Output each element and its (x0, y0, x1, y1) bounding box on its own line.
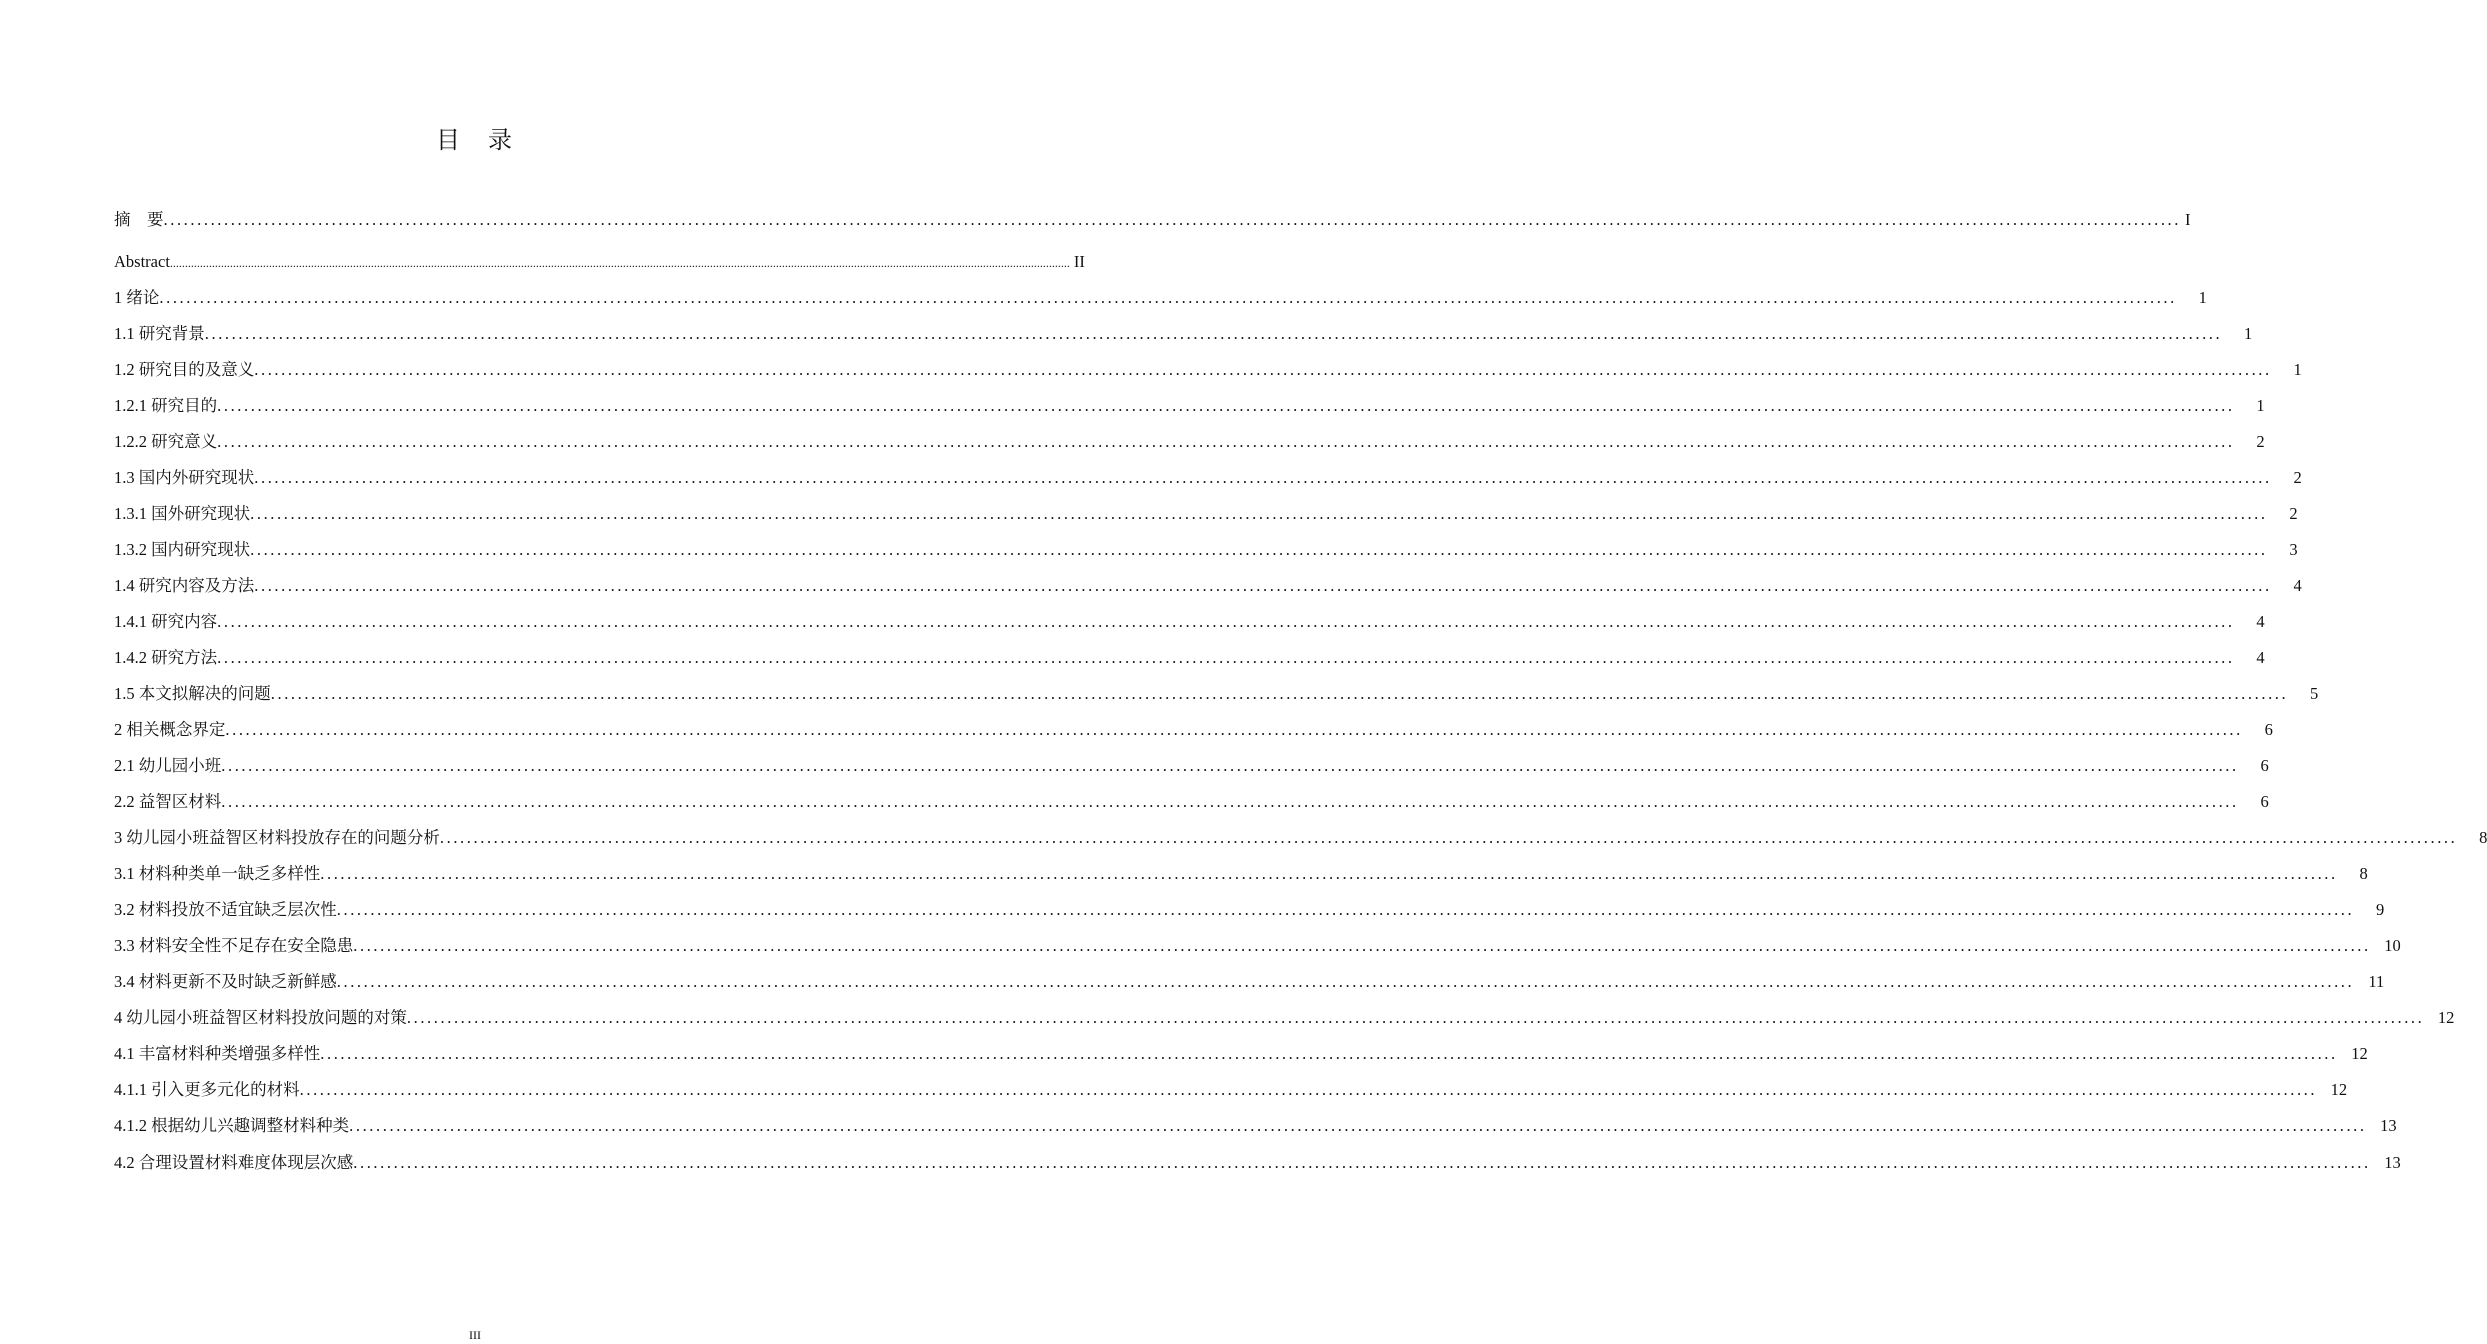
toc-entry[interactable] (114, 210, 2191, 230)
toc-entry-page: 4 (2293, 576, 2302, 595)
toc-entry-label: 1.1 研究背景 (114, 324, 205, 343)
toc-entry-label: 2 相关概念界定 (114, 720, 226, 739)
toc-entry-page: I (2185, 210, 2191, 229)
toc-entry[interactable] (114, 1116, 2397, 1136)
toc-entry-page: 12 (2330, 1080, 2348, 1099)
toc-entry[interactable] (114, 936, 2401, 956)
toc-entry[interactable] (114, 1008, 2455, 1028)
toc-dot-leader: ............................................................................................................................................................................................................................................................................................................ (270, 684, 2289, 703)
toc-entry-label: 1.2 研究目的及意义 (114, 360, 255, 379)
toc-entry[interactable] (114, 252, 1085, 273)
toc-entry-label: 1.3 国内外研究现状 (114, 468, 255, 487)
toc-entry-label: 1.2.1 研究目的 (114, 396, 218, 415)
toc-entry-page: 8 (2359, 864, 2368, 883)
toc-dot-leader: ............................................................................................................................................................................................................................................................................................................ (169, 256, 1070, 270)
toc-entry[interactable] (114, 792, 2269, 812)
toc-dot-leader: ............................................................................................................................................................................................................................................................................................................ (336, 900, 2355, 919)
toc-entry[interactable] (114, 540, 2298, 560)
toc-entry-label: 4.1.1 引入更多元化的材料 (114, 1080, 300, 1099)
toc-entry-page: 4 (2256, 612, 2265, 631)
toc-dot-leader: ............................................................................................................................................................................................................................................................................................................ (217, 396, 2235, 415)
toc-entry-page: 8 (2479, 828, 2487, 847)
toc-entry-label: 3.1 材料种类单一缺乏多样性 (114, 864, 321, 883)
toc-entry-label: 1.3.2 国内研究现状 (114, 540, 251, 559)
toc-entry[interactable] (114, 396, 2265, 416)
toc-title-left: 目 (436, 126, 462, 154)
toc-entry-label: 4 幼儿园小班益智区材料投放问题的对策 (114, 1008, 407, 1027)
toc-entry[interactable] (114, 684, 2319, 704)
toc-entry-page: 3 (2289, 540, 2298, 559)
toc-entry-page: 1 (2256, 396, 2265, 415)
toc-entry-page: 2 (2256, 432, 2265, 451)
toc-dot-leader: ............................................................................................................................................................................................................................................................................................................ (225, 720, 2243, 739)
toc-dot-leader: ............................................................................................................................................................................................................................................................................................................ (349, 1116, 2367, 1135)
toc-entry-label: Abstract (114, 252, 170, 271)
toc-title-right: 录 (488, 126, 514, 154)
page-footer-number: III (469, 1328, 481, 1342)
toc-dot-leader: ............................................................................................................................................................................................................................................................................................................ (406, 1008, 2425, 1027)
toc-entry-page: 6 (2264, 720, 2273, 739)
toc-entry-page: 11 (2368, 972, 2385, 991)
toc-entry-page: 1 (2198, 288, 2207, 307)
toc-dot-leader: ............................................................................................................................................................................................................................................................................................................ (221, 756, 2239, 775)
toc-dot-leader: ............................................................................................................................................................................................................................................................................................................ (353, 1153, 2371, 1172)
toc-dot-leader: ............................................................................................................................................................................................................................................................................................................ (320, 1044, 2338, 1063)
toc-dot-leader: ............................................................................................................................................................................................................................................................................................................ (299, 1080, 2318, 1099)
toc-dot-leader: ............................................................................................................................................................................................................................................................................................................ (217, 648, 2235, 667)
toc-entry-label: 1.5 本文拟解决的问题 (114, 684, 271, 703)
toc-dot-leader: ............................................................................................................................................................................................................................................................................................................ (353, 936, 2371, 955)
toc-entry[interactable] (114, 576, 2302, 596)
toc-entry[interactable] (114, 1153, 2401, 1173)
toc-entry-page: 6 (2260, 792, 2269, 811)
toc-dot-leader: ............................................................................................................................................................................................................................................................................................................ (163, 210, 2181, 229)
toc-entry[interactable] (114, 324, 2253, 344)
toc-dot-leader: ............................................................................................................................................................................................................................................................................................................ (250, 504, 2268, 523)
toc-entry-page: 2 (2289, 504, 2298, 523)
toc-entry[interactable] (114, 432, 2265, 452)
toc-entry-label: 4.2 合理设置材料难度体现层次感 (114, 1153, 354, 1172)
toc-entry[interactable] (114, 828, 2487, 848)
toc-entry[interactable] (114, 468, 2302, 488)
toc-title (0, 120, 950, 155)
toc-entry-label: 1 绪论 (114, 288, 160, 307)
toc-entry[interactable] (114, 756, 2269, 776)
toc-entry[interactable] (114, 1080, 2348, 1100)
toc-entry[interactable] (114, 504, 2298, 524)
toc-entry-page: 13 (2384, 1153, 2401, 1172)
toc-dot-leader: ............................................................................................................................................................................................................................................................................................................ (250, 540, 2268, 559)
toc-entry-page: 5 (2310, 684, 2319, 703)
toc-dot-leader: ............................................................................................................................................................................................................................................................................................................ (217, 612, 2235, 631)
toc-dot-leader: ............................................................................................................................................................................................................................................................................................................ (217, 432, 2235, 451)
toc-dot-leader: ............................................................................................................................................................................................................................................................................................................ (254, 468, 2272, 487)
toc-entry-label: 摘 要 (114, 210, 164, 229)
toc-entry-page: 2 (2293, 468, 2302, 487)
toc-entry-label: 3.3 材料安全性不足存在安全隐患 (114, 936, 354, 955)
toc-entry-label: 2.2 益智区材料 (114, 792, 222, 811)
toc-dot-leader: ............................................................................................................................................................................................................................................................................................................ (320, 864, 2338, 883)
toc-entry[interactable] (114, 1044, 2368, 1064)
toc-dot-leader: ............................................................................................................................................................................................................................................................................................................ (221, 792, 2239, 811)
toc-entry-label: 2.1 幼儿园小班 (114, 756, 222, 775)
toc-entry[interactable] (114, 288, 2207, 308)
toc-entry-label: 1.2.2 研究意义 (114, 432, 218, 451)
toc-entry-page: 10 (2384, 936, 2401, 955)
toc-entry-page: 4 (2256, 648, 2265, 667)
toc-entry-page: 6 (2260, 756, 2269, 775)
toc-dot-leader: ............................................................................................................................................................................................................................................................................................................ (254, 360, 2272, 379)
toc-entry-label: 3.4 材料更新不及时缺乏新鲜感 (114, 972, 337, 991)
toc-entry-label: 3.2 材料投放不适宜缺乏层次性 (114, 900, 337, 919)
toc-entry[interactable] (114, 648, 2265, 668)
toc-dot-leader: ............................................................................................................................................................................................................................................................................................................ (204, 324, 2223, 343)
toc-dot-leader: ............................................................................................................................................................................................................................................................................................................ (159, 288, 2177, 307)
toc-entry[interactable] (114, 720, 2273, 740)
toc-dot-leader: ............................................................................................................................................................................................................................................................................................................ (254, 576, 2272, 595)
toc-dot-leader: ............................................................................................................................................................................................................................................................................................................ (336, 972, 2355, 991)
toc-entry-page: 1 (2293, 360, 2302, 379)
toc-entry-page: II (1073, 252, 1085, 271)
toc-entry[interactable] (114, 864, 2368, 884)
toc-entry-label: 1.4 研究内容及方法 (114, 576, 255, 595)
toc-entry-label: 3 幼儿园小班益智区材料投放存在的问题分析 (114, 828, 440, 847)
toc-entry-page: 1 (2244, 324, 2253, 343)
toc-entry[interactable] (114, 972, 2385, 992)
toc-entry-label: 1.4.1 研究内容 (114, 612, 218, 631)
toc-entry-page: 12 (2437, 1008, 2455, 1027)
toc-entry-page: 13 (2380, 1116, 2397, 1135)
toc-entry-page: 12 (2351, 1044, 2368, 1063)
toc-dot-leader: ............................................................................................................................................................................................................................................................................................................ (439, 828, 2458, 847)
toc-entry[interactable] (114, 900, 2385, 920)
toc-entry-page: 9 (2376, 900, 2385, 919)
toc-entry-label: 1.3.1 国外研究现状 (114, 504, 251, 523)
toc-entry[interactable] (114, 612, 2265, 632)
toc-entry-label: 1.4.2 研究方法 (114, 648, 218, 667)
toc-entry-label: 4.1 丰富材料种类增强多样性 (114, 1044, 321, 1063)
toc-entry-label: 4.1.2 根据幼儿兴趣调整材料种类 (114, 1116, 350, 1135)
toc-entry[interactable] (114, 360, 2302, 380)
